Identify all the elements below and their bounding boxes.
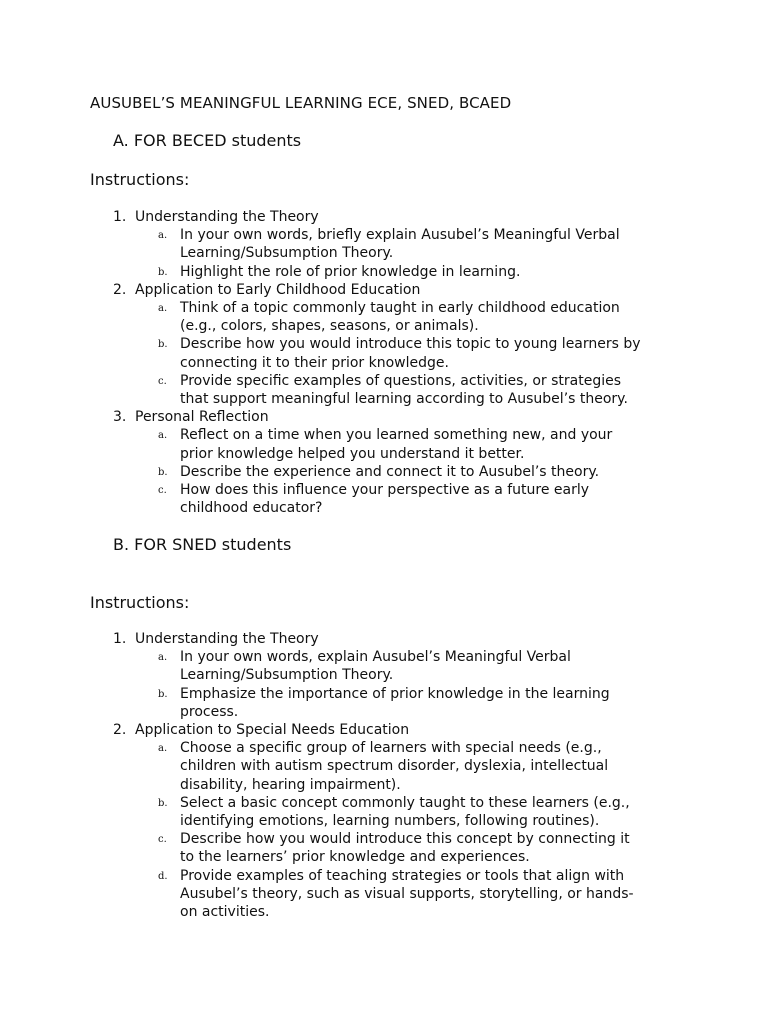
sub-item-text xyxy=(180,739,685,794)
sub-item-line: Provide examples of teaching strategies or tools that align with xyxy=(180,867,625,884)
item-label: Application to Early Childhood Education xyxy=(135,281,421,298)
sub-item xyxy=(0,226,768,262)
sub-item-text xyxy=(180,335,685,371)
sub-item-line: Emphasize the importance of prior knowledge in the learning xyxy=(180,685,610,702)
sub-item xyxy=(0,739,768,794)
sub-item-text xyxy=(180,463,685,481)
sub-item-line: In your own words, explain Ausubel’s Meaningful Verbal xyxy=(180,649,571,666)
sub-item-line: Learning/Subsumption Theory. xyxy=(180,667,394,684)
sub-item-text xyxy=(180,648,685,684)
sub-item xyxy=(0,463,768,481)
sub-item-line: (e.g., colors, shapes, seasons, or animals). xyxy=(180,318,479,335)
sub-item-line: Highlight the role of prior knowledge in learning. xyxy=(180,263,521,280)
sub-item-line: prior knowledge helped you understand it better. xyxy=(180,445,525,462)
item-label: Understanding the Theory xyxy=(135,631,319,647)
section-b-list xyxy=(0,630,768,921)
sub-item xyxy=(0,372,768,408)
sub-item xyxy=(0,867,768,922)
sub-item-text xyxy=(180,794,685,830)
item-number: 2. xyxy=(113,722,127,739)
sub-item-text xyxy=(180,867,685,922)
sub-item-line: Select a basic concept commonly taught to these learners (e.g., xyxy=(180,794,630,811)
sub-item-letter: a. xyxy=(158,743,168,755)
sub-item-line: connecting it to their prior knowledge. xyxy=(180,354,449,371)
sub-item-line: children with autism spectrum disorder, dyslexia, intellectual xyxy=(180,758,609,775)
item-number: 3. xyxy=(113,409,127,426)
sub-item-line: Provide specific examples of questions, activities, or strategies xyxy=(180,372,621,389)
list-item xyxy=(0,721,768,739)
document-title: AUSUBEL’S MEANINGFUL LEARNING ECE, SNED, BCAED xyxy=(90,94,512,112)
sub-item-line: Ausubel’s theory, such as visual supports, storytelling, or hands- xyxy=(180,885,634,902)
list-item xyxy=(0,208,768,226)
list-item xyxy=(0,281,768,299)
sub-item-letter: a. xyxy=(158,303,168,315)
sub-item-letter: b. xyxy=(158,688,168,700)
sub-item-letter: d. xyxy=(158,870,168,882)
sub-item-line: disability, hearing impairment). xyxy=(180,776,401,793)
sub-item-line: to the learners’ prior knowledge and experiences. xyxy=(180,849,530,866)
section-a-instructions-label: Instructions: xyxy=(90,170,190,189)
sub-item-text xyxy=(180,263,685,281)
sub-item-line: Think of a topic commonly taught in early childhood education xyxy=(180,300,620,317)
list-item xyxy=(0,630,768,648)
sub-item-line: In your own words, briefly explain Ausubel’s Meaningful Verbal xyxy=(180,227,620,244)
sub-item-line: Describe the experience and connect it to Ausubel’s theory. xyxy=(180,463,600,480)
sub-item-text xyxy=(180,481,685,517)
sub-item-letter: b. xyxy=(158,797,168,809)
sub-item-text xyxy=(180,830,685,866)
sub-item xyxy=(0,263,768,281)
sub-item xyxy=(0,794,768,830)
sub-item-letter: b. xyxy=(158,466,168,478)
sub-item-line: process. xyxy=(180,703,239,720)
sub-item-line: How does this influence your perspective as a future early xyxy=(180,482,590,499)
item-label: Application to Special Needs Education xyxy=(135,722,410,739)
sub-item-line: that support meaningful learning according to Ausubel’s theory. xyxy=(180,391,628,408)
item-label: Understanding the Theory xyxy=(135,209,319,225)
item-number: 1. xyxy=(113,631,127,647)
sub-item-letter: a. xyxy=(158,230,168,242)
sub-item xyxy=(0,426,768,462)
sub-item-text xyxy=(180,372,685,408)
sub-item-line: Learning/Subsumption Theory. xyxy=(180,245,394,262)
sub-item-letter: c. xyxy=(158,834,167,846)
sub-item-line: Reflect on a time when you learned something new, and your xyxy=(180,427,613,444)
sub-item-letter: a. xyxy=(158,430,168,442)
sub-item-letter: c. xyxy=(158,375,167,387)
item-label: Personal Reflection xyxy=(135,409,269,426)
sub-item-line: Choose a specific group of learners with special needs (e.g., xyxy=(180,740,602,757)
sub-item-letter: b. xyxy=(158,266,168,278)
list-item xyxy=(0,408,768,426)
sub-item xyxy=(0,685,768,721)
sub-item xyxy=(0,830,768,866)
section-a-heading: A. FOR BECED students xyxy=(113,131,302,150)
sub-item-text xyxy=(180,426,685,462)
sub-item xyxy=(0,481,768,517)
item-number: 1. xyxy=(113,209,127,225)
sub-item xyxy=(0,648,768,684)
sub-item-letter: b. xyxy=(158,339,168,351)
sub-item-text xyxy=(180,685,685,721)
sub-item-letter: a. xyxy=(158,652,168,664)
sub-item-line: on activities. xyxy=(180,904,270,921)
sub-item-text xyxy=(180,226,685,262)
section-b-instructions-label: Instructions: xyxy=(90,593,190,612)
sub-item xyxy=(0,335,768,371)
sub-item xyxy=(0,299,768,335)
item-number: 2. xyxy=(113,281,127,298)
sub-item-line: Describe how you would introduce this topic to young learners by xyxy=(180,336,641,353)
sub-item-line: Describe how you would introduce this concept by connecting it xyxy=(180,831,630,848)
sub-item-letter: c. xyxy=(158,485,167,497)
sub-item-text xyxy=(180,299,685,335)
section-b-heading: B. FOR SNED students xyxy=(113,535,292,554)
sub-item-line: childhood educator? xyxy=(180,500,323,517)
section-a-list xyxy=(0,208,768,517)
sub-item-line: identifying emotions, learning numbers, following routines). xyxy=(180,813,600,830)
